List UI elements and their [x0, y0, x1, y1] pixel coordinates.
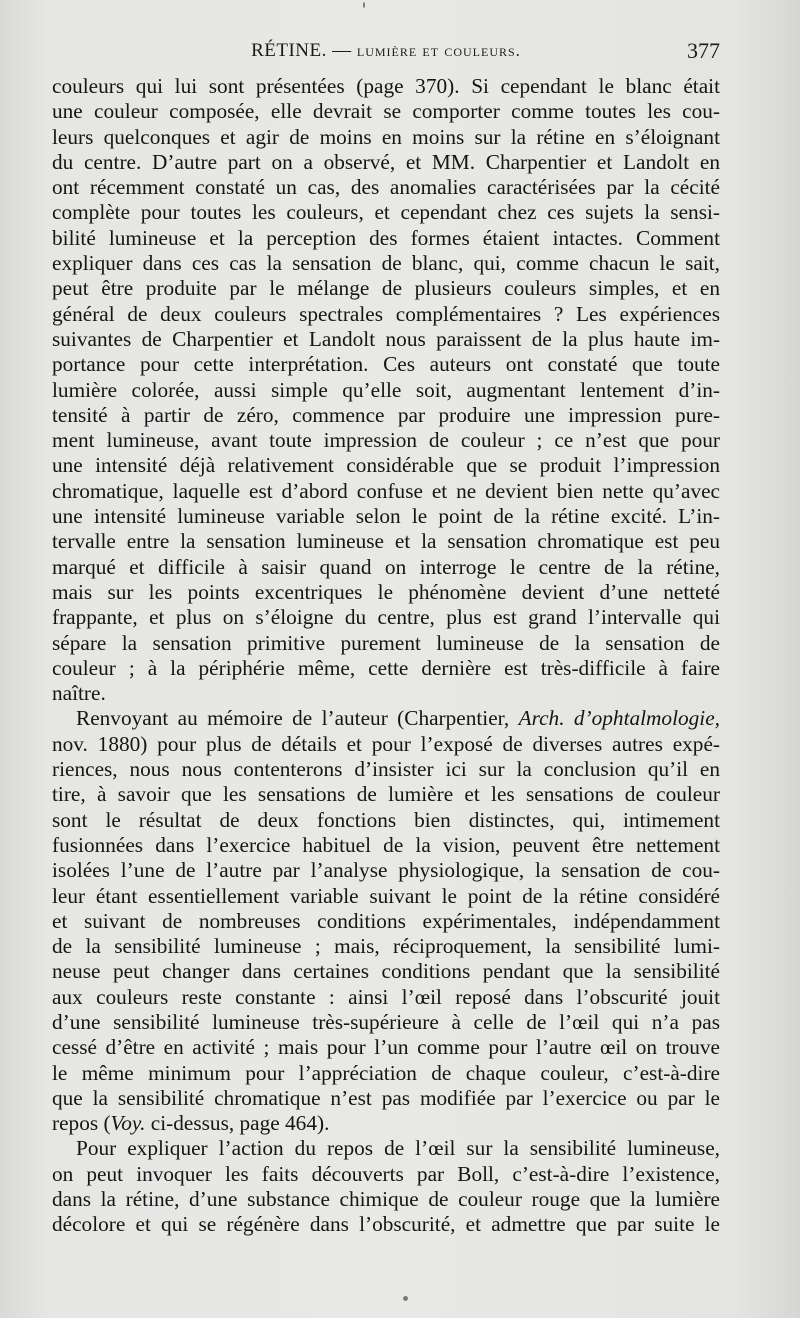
text-line-tail: ci-dessus, page 464).	[145, 1111, 330, 1136]
running-header	[52, 36, 720, 66]
italic-text: Arch. d’ophtalmologie,	[518, 706, 720, 731]
header-title-subject: lumière et couleurs.	[356, 41, 521, 60]
header-title	[52, 40, 720, 62]
text-line	[52, 580, 720, 605]
text-line	[52, 529, 720, 554]
text-line-content: tervalle entre la sensation lumineuse et la sensation chromatique est peu	[52, 529, 720, 554]
text-line-content: neuse peut changer dans certaines conditions pendant que la sensibilité	[52, 959, 720, 984]
text-line-content: couleur ; à la périphérie même, cette dernière est très-difficile à faire	[52, 655, 720, 680]
text-line	[52, 1061, 720, 1086]
text-line-content: sépare la sensation primitive purement lumineuse de la sensation de	[52, 630, 720, 655]
text-line-content: frappante, et plus on s’éloigne du centre, plus est grand l’intervalle qui	[52, 605, 720, 630]
text-line	[52, 428, 720, 453]
text-line-content: du centre. D’autre part on a observé, et MM. Charpentier et Landolt en	[52, 149, 720, 174]
page-speck	[403, 1296, 408, 1301]
text-line-content: leur étant essentiellement variable suivant le point de la rétine considéré	[52, 883, 720, 908]
text-line	[52, 605, 720, 630]
text-line	[52, 985, 720, 1010]
text-line	[52, 732, 720, 757]
text-line	[52, 479, 720, 504]
text-line-content: lumière colorée, aussi simple qu’elle soit, augmentant lentement d’in-	[52, 377, 720, 402]
text-line-content: que la sensibilité chromatique n’est pas modifiée par l’exercice ou par le	[52, 1085, 720, 1110]
text-line	[52, 378, 720, 403]
text-line	[52, 226, 720, 251]
text-line	[52, 302, 720, 327]
text-line-content: dans la rétine, d’une substance chimique de couleur rouge que la lumière	[52, 1187, 720, 1212]
text-line-content: on peut invoquer les faits découverts par Boll, c’est-à-dire l’existence,	[52, 1161, 720, 1186]
text-line-content: chromatique, laquelle est d’abord confuse et ne devient bien nette qu’avec	[52, 478, 720, 503]
text-line	[52, 74, 720, 99]
text-line	[52, 909, 720, 934]
page-number: 377	[687, 38, 720, 63]
text-line	[52, 631, 720, 656]
text-line	[52, 757, 720, 782]
text-line	[52, 99, 720, 124]
text-line-content: complète pour toutes les couleurs, et cependant chez ces sujets la sensi-	[52, 200, 720, 225]
text-line-content: ment lumineuse, avant toute impression de couleur ; ce n’est que pour	[52, 428, 720, 453]
text-line	[52, 656, 720, 681]
header-title-main: RÉTINE. —	[251, 40, 352, 61]
text-line-content: Renvoyant au mémoire de l’auteur (Charpentier,	[76, 706, 519, 731]
text-line-content: ont récemment constaté un cas, des anomalies caractérisées par la cécité	[52, 175, 720, 200]
text-line	[52, 1187, 720, 1212]
text-line	[52, 453, 720, 478]
text-line-content: de la sensibilité lumineuse ; mais, réciproquement, la sensibilité lumi-	[52, 934, 720, 959]
text-line-content: repos (	[52, 1111, 111, 1136]
text-line-content: le même minimum pour l’appréciation de chaque couleur, c’est-à-dire	[52, 1060, 720, 1085]
text-line	[52, 681, 720, 706]
text-line-content: nov. 1880) pour plus de détails et pour l’exposé de diverses autres expé-	[52, 731, 720, 756]
body-text	[52, 74, 720, 1238]
text-line-content: aux couleurs reste constante : ainsi l’œil reposé dans l’obscurité jouit	[52, 984, 720, 1009]
text-line	[52, 175, 720, 200]
text-line-content: riences, nous nous contenterons d’insister ici sur la conclusion qu’il en	[52, 757, 720, 782]
text-line-content: peut être produite par le mélange de plusieurs couleurs simples, et en	[52, 276, 720, 301]
text-line	[52, 352, 720, 377]
text-line-content: mais sur les points excentriques le phénomène devient d’une netteté	[52, 579, 720, 604]
text-line	[52, 555, 720, 580]
text-line	[52, 276, 720, 301]
text-line-content: et suivant de nombreuses conditions expérimentales, indépendamment	[52, 908, 720, 933]
text-line	[52, 504, 720, 529]
text-line-content: suivantes de Charpentier et Landolt nous paraissent de la plus haute im-	[52, 326, 720, 351]
italic-text: Voy.	[110, 1111, 146, 1136]
text-line	[52, 884, 720, 909]
text-line-content: une couleur composée, elle devrait se comporter comme toutes les cou-	[52, 99, 720, 124]
text-line-content: une intensité lumineuse variable selon le point de la rétine excité. L’in-	[52, 504, 720, 529]
text-line-content: d’une sensibilité lumineuse très-supérieure à celle de l’œil qui n’a pas	[52, 1009, 720, 1034]
text-line	[52, 833, 720, 858]
text-line-content: sont le résultat de deux fonctions bien distinctes, qui, intimement	[52, 807, 720, 832]
text-line	[52, 327, 720, 352]
text-line-content: couleurs qui lui sont présentées (page 370). Si cependant le blanc était	[52, 74, 720, 98]
text-line	[52, 150, 720, 175]
text-line	[52, 1010, 720, 1035]
text-line-content: décolore et qui se régénère dans l’obscurité, et admettre que par suite le	[52, 1212, 720, 1237]
text-line	[52, 1212, 720, 1237]
text-line-content: marqué et difficile à saisir quand on interroge le centre de la rétine,	[52, 554, 720, 579]
text-line	[52, 934, 720, 959]
text-line-content: expliquer dans ces cas la sensation de blanc, qui, comme chacun le sait,	[52, 251, 720, 276]
text-line	[52, 1162, 720, 1187]
text-line-content: bilité lumineuse et la perception des formes étaient intactes. Comment	[52, 225, 720, 250]
text-line-content: Pour expliquer l’action du repos de l’œil sur la sensibilité lumineuse,	[76, 1136, 720, 1161]
text-line	[52, 251, 720, 276]
text-line	[52, 782, 720, 807]
text-line	[52, 403, 720, 428]
text-line-content: naître.	[52, 681, 106, 706]
text-line	[52, 808, 720, 833]
text-line	[52, 200, 720, 225]
text-line-content: cessé d’être en activité ; mais pour l’un comme pour l’autre œil on trouve	[52, 1035, 720, 1060]
text-line-content: isolées l’une de l’autre par l’analyse physiologique, la sensation de cou-	[52, 858, 720, 883]
text-line-content: portance pour cette interprétation. Ces auteurs ont constaté que toute	[52, 352, 720, 377]
text-line-content: leurs quelconques et agir de moins en moins sur la rétine en s’éloignant	[52, 124, 720, 149]
text-line-content: tensité à partir de zéro, commence par produire une impression pure-	[52, 402, 720, 427]
page-speck	[363, 2, 365, 8]
text-line-content: une intensité déjà relativement considérable que se produit l’impression	[52, 453, 720, 478]
text-line	[52, 1086, 720, 1111]
text-line-content: fusionnées dans l’exercice habituel de la vision, peuvent être nettement	[52, 832, 720, 857]
text-line	[52, 1035, 720, 1060]
text-line	[52, 959, 720, 984]
text-line	[52, 858, 720, 883]
text-line-content: général de deux couleurs spectrales complémentaires ? Les expériences	[52, 301, 720, 326]
text-line	[52, 706, 720, 731]
text-line	[52, 1136, 720, 1161]
text-line-content: tire, à savoir que les sensations de lumière et les sensations de couleur	[52, 782, 720, 807]
text-line	[52, 125, 720, 150]
text-line	[52, 1111, 720, 1136]
